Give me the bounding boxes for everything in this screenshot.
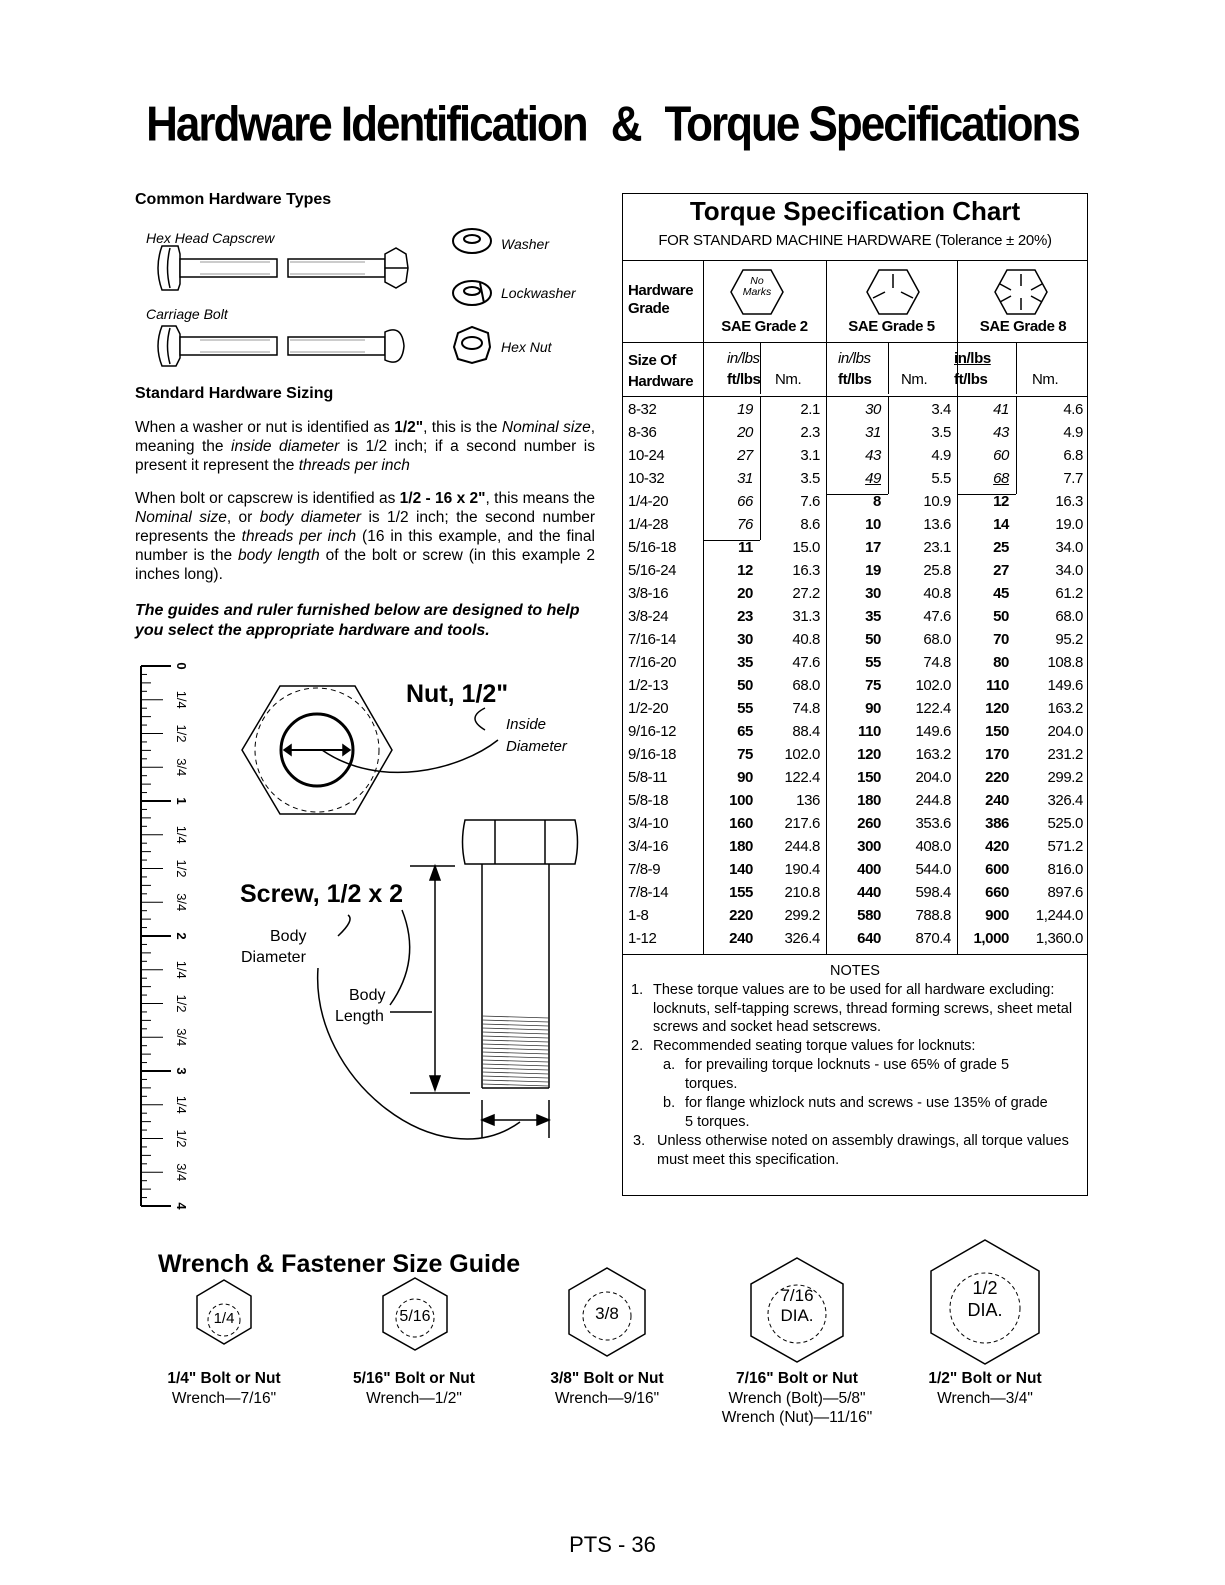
hex-1-2-text: 1/2 [972, 1278, 998, 1298]
value-cell: 326.4 [784, 930, 820, 947]
value-cell: 640 [857, 930, 881, 947]
size-cell: 7/16-14 [628, 631, 677, 648]
value-cell: 420 [985, 838, 1009, 855]
value-cell: 326.4 [1047, 792, 1083, 809]
value-cell: 244.8 [784, 838, 820, 855]
table-row [623, 422, 1087, 445]
value-cell: 120 [857, 746, 881, 763]
value-cell: 55 [865, 654, 881, 671]
ruler-label: 1/4 [174, 1095, 189, 1114]
grade2-label: SAE Grade 2 [721, 318, 808, 335]
value-cell: 1,244.0 [1035, 907, 1083, 924]
value-cell: 20 [737, 424, 753, 441]
wrench-item-7-16: 7/16" Bolt or Nut Wrench (Bolt)—5/8" Wrench (Nut)—11/16" [721, 1370, 873, 1426]
value-cell: 900 [985, 907, 1009, 924]
value-cell: 1,000 [973, 930, 1009, 947]
value-cell: 19 [737, 401, 753, 418]
table-row [623, 675, 1087, 698]
value-cell: 23 [737, 608, 753, 625]
value-cell: 30 [865, 401, 881, 418]
table-row [623, 583, 1087, 606]
value-cell: 20 [737, 585, 753, 602]
value-cell: 16.3 [792, 562, 820, 579]
value-cell: 40.8 [923, 585, 951, 602]
size-cell: 5/8-18 [628, 792, 669, 809]
value-cell: 122.4 [784, 769, 820, 786]
note-2-number: 2. [631, 1038, 644, 1054]
value-cell: 12 [737, 562, 753, 579]
notes-heading: NOTES [830, 963, 880, 979]
g8-ftlbs-header: ft/lbs [954, 371, 988, 388]
hardware-types-heading: Common Hardware Types [135, 191, 332, 208]
value-cell: 660 [985, 884, 1009, 901]
value-cell: 244.8 [915, 792, 951, 809]
size-cell: 1-8 [628, 907, 649, 924]
hex-3-8-text: 3/8 [595, 1304, 619, 1323]
value-cell: 150 [857, 769, 881, 786]
note-3-number: 3. [633, 1133, 646, 1149]
value-cell: 100 [729, 792, 753, 809]
wrench-item-5-16: 5/16" Bolt or Nut Wrench—1/2" [353, 1370, 475, 1407]
value-cell: 74.8 [792, 700, 820, 717]
value-cell: 68.0 [792, 677, 820, 694]
title-part-1: Hardware Identification [146, 97, 587, 152]
value-cell: 35 [865, 608, 881, 625]
value-cell: 4.9 [931, 447, 951, 464]
table-row [623, 928, 1087, 951]
value-cell: 45 [993, 585, 1009, 602]
inch-ruler [135, 658, 205, 1218]
value-cell: 40.8 [792, 631, 820, 648]
hex-nut-icon [454, 327, 490, 363]
hex-capscrew-drawing [158, 246, 408, 290]
size-cell: 3/4-10 [628, 815, 669, 832]
value-cell: 110 [986, 677, 1009, 694]
value-cell: 14 [993, 516, 1009, 533]
screw-label: Screw, 1/2 x 2 [240, 880, 404, 908]
hardware-grade-label: Hardware Grade [628, 282, 694, 317]
g8-inlbs-header: in/lbs [954, 350, 991, 367]
size-cell: 5/8-11 [628, 769, 668, 786]
torque-chart [622, 193, 1088, 1196]
value-cell: 10 [865, 516, 881, 533]
no-marks-label: No Marks [742, 275, 772, 298]
ruler-label: 1/2 [174, 859, 189, 878]
grade8-label: SAE Grade 8 [979, 318, 1067, 335]
body-diameter-label: Diameter [241, 949, 306, 966]
value-cell: 598.4 [915, 884, 951, 901]
value-cell: 102.0 [784, 746, 820, 763]
value-cell: 525.0 [1047, 815, 1083, 832]
value-cell: 75 [865, 677, 881, 694]
value-cell: 27 [737, 447, 753, 464]
screw-drawing [318, 820, 578, 1139]
value-cell: 897.6 [1047, 884, 1083, 901]
value-cell: 75 [737, 746, 753, 763]
value-cell: 8 [873, 493, 881, 510]
value-cell: 408.0 [915, 838, 951, 855]
size-cell: 7/16-20 [628, 654, 677, 671]
grade8-head-icon [991, 268, 1051, 318]
g2-nm-header: Nm. [775, 371, 802, 388]
sizing-paragraph-2: When bolt or capscrew is identified as 1/2 - 16 x 2", this means the Nominal size, or body diameter is 1/2 inch; the second number represents the threads per inch (16 in this example, and the final number is the body length of the bolt or screw (in this example 2 inches long). [135, 490, 596, 583]
value-cell: 120 [985, 700, 1009, 717]
value-cell: 149.6 [1047, 677, 1083, 694]
table-row [623, 882, 1087, 905]
ruler-label: 4 [174, 1202, 189, 1210]
ruler-label: 1/2 [174, 724, 189, 743]
hex-1-2-dia: DIA. [967, 1300, 1003, 1320]
ruler-label: 3/4 [174, 893, 189, 912]
table-row [623, 859, 1087, 882]
value-cell: 8.6 [800, 516, 820, 533]
value-cell: 66 [737, 493, 753, 510]
wrench-hex-icons [0, 1230, 1225, 1370]
value-cell: 400 [857, 861, 881, 878]
hex-nut-label: Hex Nut [501, 339, 552, 355]
lockwasher-label: Lockwasher [501, 285, 576, 301]
value-cell: 19.0 [1055, 516, 1083, 533]
value-cell: 6.8 [1063, 447, 1083, 464]
wrench-item-3-8: 3/8" Bolt or Nut Wrench—9/16" [550, 1370, 664, 1407]
guide-note: The guides and ruler furnished below are designed to help you select the appropriate hardware and tools. [135, 602, 580, 639]
washer-label: Washer [501, 236, 549, 252]
value-cell: 299.2 [784, 907, 820, 924]
value-cell: 122.4 [915, 700, 951, 717]
value-cell: 240 [985, 792, 1009, 809]
ruler-label: 1 [174, 797, 189, 805]
value-cell: 50 [737, 677, 753, 694]
value-cell: 180 [729, 838, 753, 855]
value-cell: 31 [865, 424, 881, 441]
ruler-label: 1/4 [174, 825, 189, 844]
g2-inlbs-header: in/lbs [727, 350, 760, 367]
diameter-label: Diameter [506, 738, 567, 755]
value-cell: 43 [865, 447, 881, 464]
value-cell: 210.8 [784, 884, 820, 901]
title-ampersand: & [610, 97, 641, 152]
value-cell: 160 [729, 815, 753, 832]
value-cell: 870.4 [915, 930, 951, 947]
value-cell: 204.0 [1047, 723, 1083, 740]
hex-capscrew-label: Hex Head Capscrew [146, 230, 275, 246]
ruler-label: 3/4 [174, 758, 189, 777]
value-cell: 10.9 [923, 493, 951, 510]
g5-inlbs-header: in/lbs [838, 350, 871, 367]
value-cell: 34.0 [1055, 562, 1083, 579]
value-cell: 140 [729, 861, 753, 878]
value-cell: 50 [993, 608, 1009, 625]
value-cell: 231.2 [1047, 746, 1083, 763]
value-cell: 74.8 [923, 654, 951, 671]
hex-7-16-dia: DIA. [780, 1306, 814, 1325]
value-cell: 170 [985, 746, 1009, 763]
value-cell: 49 [865, 470, 881, 487]
value-cell: 440 [857, 884, 881, 901]
value-cell: 34.0 [1055, 539, 1083, 556]
value-cell: 90 [737, 769, 753, 786]
carriage-bolt-drawing [158, 326, 404, 366]
value-cell: 88.4 [792, 723, 820, 740]
value-cell: 353.6 [915, 815, 951, 832]
note-2: Recommended seating torque values for locknuts: [653, 1038, 976, 1054]
size-cell: 3/8-16 [628, 585, 669, 602]
size-cell: 5/16-18 [628, 539, 677, 556]
size-cell: 9/16-18 [628, 746, 677, 763]
ruler-label: 0 [174, 662, 189, 670]
ruler-label: 3/4 [174, 1163, 189, 1182]
table-row [623, 560, 1087, 583]
bolt-illustrations [140, 240, 430, 370]
chart-title: Torque Specification Chart [689, 196, 1021, 226]
body-label: Body [270, 928, 307, 945]
value-cell: 163.2 [915, 746, 951, 763]
size-cell: 5/16-24 [628, 562, 677, 579]
g2-ftlbs-header: ft/lbs [727, 371, 761, 388]
grade5-label: SAE Grade 5 [848, 318, 935, 335]
size-cell: 3/8-24 [628, 608, 669, 625]
fastener-icons [450, 225, 500, 365]
value-cell: 65 [737, 723, 753, 740]
inside-label: Inside [506, 716, 547, 733]
sizing-paragraph-1: When a washer or nut is identified as 1/2", this is the Nominal size, meaning the inside diameter is 1/2 inch; if a second number is present it represent the threads per inch [135, 419, 596, 474]
table-row [623, 905, 1087, 928]
lockwasher-icon [453, 281, 491, 305]
size-of-hardware-label: Size Of Hardware [628, 352, 694, 390]
note-2b-letter: b. [663, 1095, 676, 1111]
ruler-label: 3/4 [174, 1028, 189, 1047]
value-cell: 155 [729, 884, 753, 901]
page-number: PTS - 36 [569, 1532, 656, 1557]
size-cell: 1/4-28 [628, 516, 669, 533]
value-cell: 90 [865, 700, 881, 717]
ruler-label: 1/2 [174, 1129, 189, 1148]
size-cell: 1-12 [628, 930, 657, 947]
hex-5-16-text: 5/16 [399, 1308, 431, 1325]
table-row [623, 790, 1087, 813]
value-cell: 68.0 [923, 631, 951, 648]
value-cell: 76 [737, 516, 753, 533]
value-cell: 3.1 [800, 447, 820, 464]
value-cell: 299.2 [1047, 769, 1083, 786]
page-title [0, 97, 1225, 153]
divider [623, 260, 1087, 261]
size-cell: 10-32 [628, 470, 665, 487]
size-cell: 9/16-12 [628, 723, 677, 740]
value-cell: 4.6 [1063, 401, 1083, 418]
value-cell: 80 [993, 654, 1009, 671]
value-cell: 31 [737, 470, 753, 487]
value-cell: 544.0 [915, 861, 951, 878]
value-cell: 300 [857, 838, 881, 855]
value-cell: 31.3 [792, 608, 820, 625]
value-cell: 180 [857, 792, 881, 809]
chart-subtitle: FOR STANDARD MACHINE HARDWARE (Tolerance ± 20%) [658, 232, 1052, 249]
value-cell: 11 [737, 539, 753, 556]
value-cell: 60 [993, 447, 1009, 464]
value-cell: 386 [985, 815, 1009, 832]
sizing-heading: Standard Hardware Sizing [135, 385, 334, 402]
value-cell: 55 [737, 700, 753, 717]
size-cell: 8-32 [628, 401, 657, 418]
g8-nm-header: Nm. [1032, 371, 1059, 388]
size-cell: 1/2-13 [628, 677, 669, 694]
value-cell: 50 [865, 631, 881, 648]
ruler-label: 1/4 [174, 960, 189, 979]
value-cell: 47.6 [792, 654, 820, 671]
value-cell: 70 [993, 631, 1009, 648]
size-cell: 1/2-20 [628, 700, 669, 717]
value-cell: 19 [865, 562, 881, 579]
size-cell: 10-24 [628, 447, 665, 464]
value-cell: 13.6 [923, 516, 951, 533]
table-row [623, 629, 1087, 652]
value-cell: 68 [993, 470, 1009, 487]
table-row [623, 606, 1087, 629]
title-part-2: Torque Specifications [664, 97, 1079, 152]
size-cell: 8-36 [628, 424, 657, 441]
note-1-number: 1. [631, 982, 644, 998]
torque-table-body [623, 399, 1087, 951]
table-row [623, 514, 1087, 537]
value-cell: 163.2 [1047, 700, 1083, 717]
value-cell: 2.1 [800, 401, 820, 418]
note-2a: for prevailing torque locknuts - use 65% of grade 5 torques. [685, 1057, 1010, 1092]
wrench-item-1-2: 1/2" Bolt or Nut Wrench—3/4" [928, 1370, 1042, 1407]
grade5-head-icon [863, 268, 923, 318]
size-cell: 1/4-20 [628, 493, 669, 510]
wrench-item-1-4: 1/4" Bolt or Nut Wrench—7/16" [167, 1370, 281, 1407]
ruler-label: 1/4 [174, 690, 189, 709]
note-2b: for flange whizlock nuts and screws - use 135% of grade 5 torques. [685, 1095, 1048, 1130]
note-1: These torque values are to be used for all hardware excluding: locknuts, self-tapping screws, thread forming screws, sheet metal screws and socket head setscrews. [653, 982, 1073, 1035]
hex-1-4-text: 1/4 [213, 1310, 235, 1327]
value-cell: 600 [985, 861, 1009, 878]
value-cell: 4.9 [1063, 424, 1083, 441]
value-cell: 3.4 [931, 401, 951, 418]
value-cell: 1,360.0 [1035, 930, 1083, 947]
value-cell: 150 [985, 723, 1009, 740]
body-length-label-1: Body [349, 987, 386, 1004]
size-cell: 7/8-14 [628, 884, 669, 901]
value-cell: 43 [993, 424, 1009, 441]
value-cell: 68.0 [1055, 608, 1083, 625]
table-row [623, 445, 1087, 468]
value-cell: 220 [729, 907, 753, 924]
value-cell: 23.1 [923, 539, 951, 556]
value-cell: 571.2 [1047, 838, 1083, 855]
value-cell: 47.6 [923, 608, 951, 625]
note-3: Unless otherwise noted on assembly drawings, all torque values must meet this specification. [657, 1133, 1069, 1168]
value-cell: 25 [993, 539, 1009, 556]
value-cell: 25.8 [923, 562, 951, 579]
value-cell: 136 [796, 792, 820, 809]
table-row [623, 767, 1087, 790]
g5-nm-header: Nm. [901, 371, 928, 388]
value-cell: 110 [858, 723, 881, 740]
value-cell: 30 [865, 585, 881, 602]
value-cell: 27 [993, 562, 1009, 579]
hex-7-16-text: 7/16 [780, 1286, 814, 1305]
value-cell: 16.3 [1055, 493, 1083, 510]
table-row [623, 744, 1087, 767]
value-cell: 12 [993, 493, 1009, 510]
value-cell: 260 [857, 815, 881, 832]
value-cell: 7.6 [800, 493, 820, 510]
table-row [623, 652, 1087, 675]
ruler-label: 3 [174, 1067, 189, 1075]
table-row [623, 721, 1087, 744]
table-row [623, 468, 1087, 491]
value-cell: 108.8 [1047, 654, 1083, 671]
g5-ftlbs-header: ft/lbs [838, 371, 872, 388]
value-cell: 41 [993, 401, 1009, 418]
table-row [623, 399, 1087, 422]
size-cell: 7/8-9 [628, 861, 661, 878]
size-cell: 3/4-16 [628, 838, 669, 855]
value-cell: 2.3 [800, 424, 820, 441]
table-row [623, 836, 1087, 859]
value-cell: 190.4 [784, 861, 820, 878]
value-cell: 3.5 [800, 470, 820, 487]
value-cell: 217.6 [784, 815, 820, 832]
value-cell: 61.2 [1055, 585, 1083, 602]
value-cell: 580 [857, 907, 881, 924]
value-cell: 240 [729, 930, 753, 947]
table-row [623, 698, 1087, 721]
body-length-label-2: Length [335, 1008, 384, 1025]
value-cell: 3.5 [931, 424, 951, 441]
value-cell: 30 [737, 631, 753, 648]
carriage-bolt-label: Carriage Bolt [146, 306, 228, 322]
wrench-guide-title: Wrench & Fastener Size Guide [158, 1250, 521, 1278]
value-cell: 7.7 [1063, 470, 1083, 487]
value-cell: 149.6 [915, 723, 951, 740]
value-cell: 95.2 [1055, 631, 1083, 648]
value-cell: 102.0 [915, 677, 951, 694]
value-cell: 35 [737, 654, 753, 671]
washer-icon [453, 229, 491, 253]
value-cell: 204.0 [915, 769, 951, 786]
note-2a-letter: a. [663, 1057, 676, 1073]
ruler-label: 1/2 [174, 994, 189, 1013]
value-cell: 27.2 [792, 585, 820, 602]
value-cell: 220 [985, 769, 1009, 786]
value-cell: 17 [865, 539, 881, 556]
value-cell: 15.0 [792, 539, 820, 556]
table-row [623, 537, 1087, 560]
value-cell: 5.5 [931, 470, 951, 487]
ruler-label: 2 [174, 932, 189, 940]
value-cell: 788.8 [915, 907, 951, 924]
nut-label: Nut, 1/2" [406, 680, 509, 708]
value-cell: 816.0 [1047, 861, 1083, 878]
table-row [623, 813, 1087, 836]
